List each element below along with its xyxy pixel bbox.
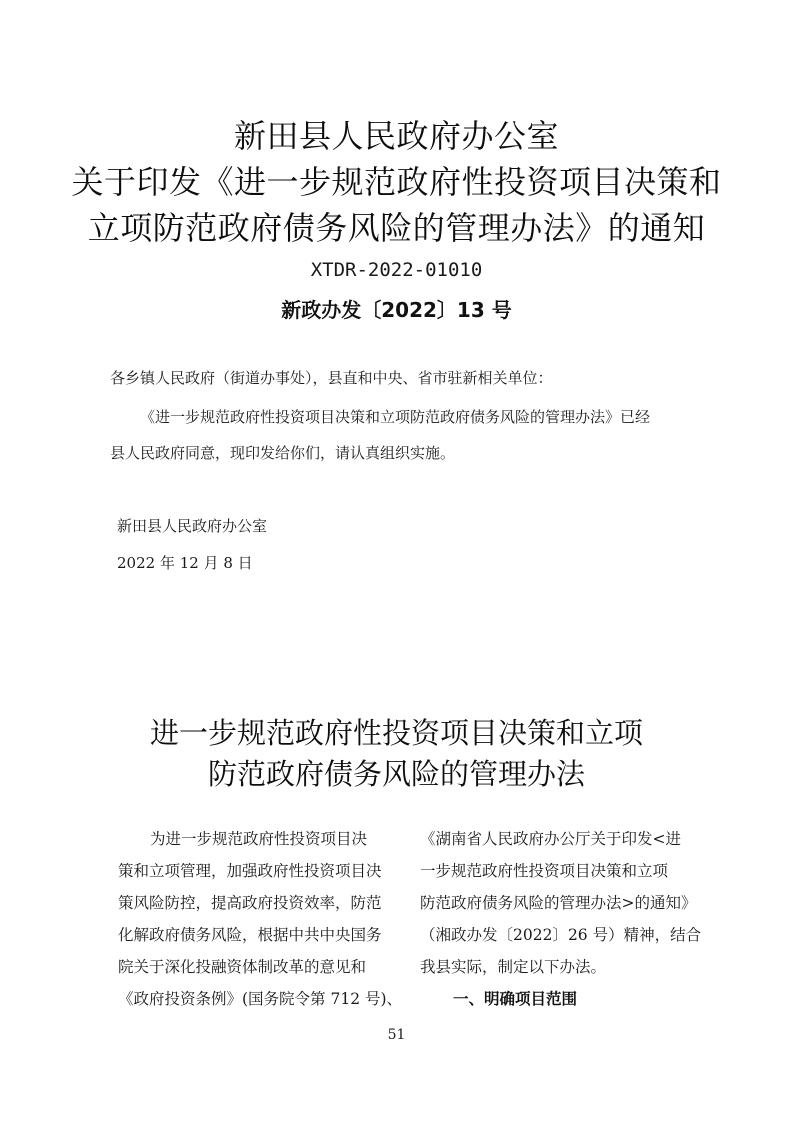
left-column-line: 策风险防控，提高政府投资效率，防范 bbox=[118, 894, 382, 912]
right-column-line: 防范政府债务风险的管理办法>的通知》 bbox=[420, 894, 697, 912]
measures-title-line-2: 防范政府债务风险的管理办法 bbox=[207, 757, 585, 791]
right-column-line: 我县实际，制定以下办法。 bbox=[420, 958, 607, 976]
signature: 新田县人民政府办公室 bbox=[117, 517, 268, 535]
file-number: 新政办发〔2022〕13 号 bbox=[281, 298, 512, 322]
notice-title-line-1: 新田县人民政府办公室 bbox=[233, 117, 559, 155]
right-column-line: 一步规范政府性投资项目决策和立项 bbox=[420, 862, 669, 880]
measures-title-line-1: 进一步规范政府性投资项目决策和立项 bbox=[149, 716, 643, 750]
body-line-1: 《进一步规范政府性投资项目决策和立项防范政府债务风险的管理办法》已经 bbox=[140, 408, 651, 426]
left-column-line: 策和立项管理，加强政府性投资项目决 bbox=[118, 862, 382, 880]
section-heading: 一、明确项目范围 bbox=[453, 990, 578, 1008]
notice-title-line-2: 关于印发《进一步规范政府性投资项目决策和 bbox=[71, 163, 722, 201]
left-column-line: 院关于深化投融资体制改革的意见和 bbox=[118, 958, 367, 976]
right-column-line: （湘政办发〔2022〕26 号）精神，结合 bbox=[420, 926, 702, 944]
document-number: XTDR-2022-01010 bbox=[310, 259, 483, 281]
left-column-line: 化解政府债务风险，根据中共中央国务 bbox=[118, 926, 382, 944]
page-number: 51 bbox=[387, 1027, 406, 1043]
left-column-line: 《政府投资条例》(国务院令第 712 号)、 bbox=[118, 990, 403, 1008]
notice-title-line-3: 立项防范政府债务风险的管理办法》的通知 bbox=[87, 209, 706, 247]
date: 2022 年 12 月 8 日 bbox=[117, 554, 253, 572]
left-column-line: 为进一步规范政府性投资项目决 bbox=[150, 830, 368, 848]
addressee: 各乡镇人民政府（街道办事处），县直和中央、省市驻新相关单位： bbox=[110, 369, 553, 387]
body-line-2: 县人民政府同意，现印发给你们，请认真组织实施。 bbox=[110, 444, 456, 462]
right-column-line: 《湖南省人民政府办公厅关于印发<进 bbox=[420, 830, 681, 848]
